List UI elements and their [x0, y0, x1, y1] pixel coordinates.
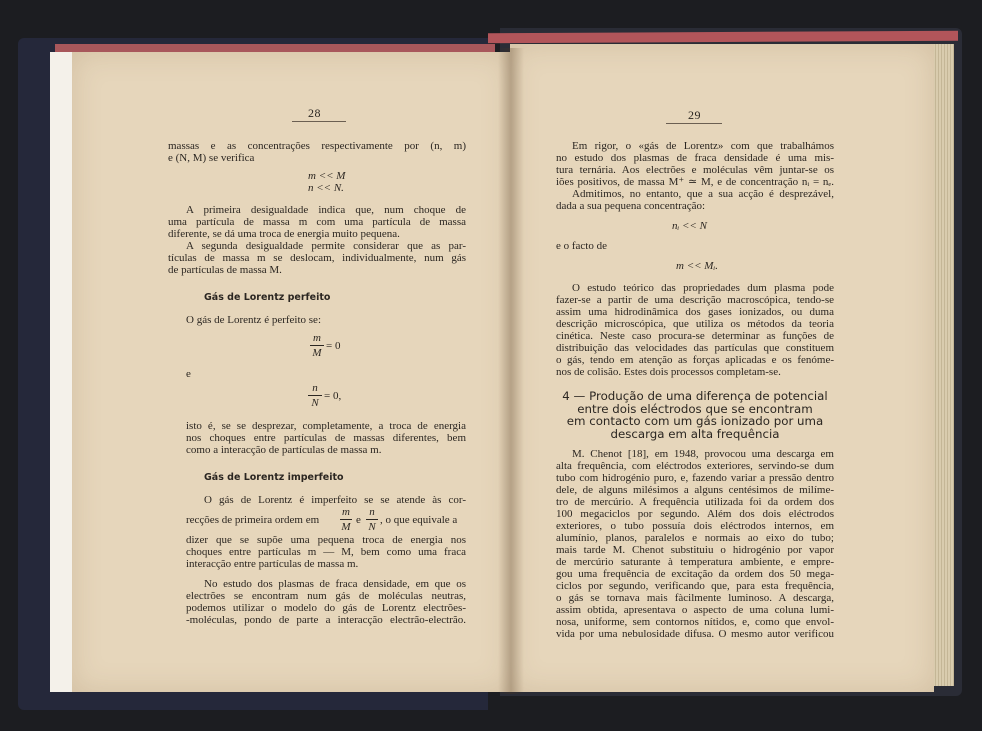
- text-line: ciclos por segundo, verificando que, para esta frequência,: [556, 580, 834, 592]
- text-line: dada a sua pequena concentração:: [556, 200, 706, 212]
- fraction-bar: [340, 519, 352, 520]
- text-line: alta frequência, com eléctrodos exteriores, servindo-se dum: [556, 460, 834, 472]
- equation: m << M: [308, 170, 346, 182]
- text-line: gou uma frequência de excitação da ordem dos 50 mega-: [556, 568, 834, 580]
- fraction: [308, 382, 322, 409]
- text-line: exteriores, o tubo possuía dois eléctrodos internos, em: [556, 520, 834, 532]
- text-line: No estudo dos plasmas de fraca densidade, em que os: [204, 578, 466, 590]
- text-line: vida por uma nebulosidade difusa. O mesmo autor verificou: [556, 628, 834, 640]
- text-line: iões positivos, de massa M⁺ ≃ M, e de concentração nᵢ = nₑ.: [556, 176, 834, 188]
- equation: nᵢ << N: [672, 220, 707, 232]
- text-line: recções de primeira ordem em: [186, 514, 320, 526]
- text-line: O estudo teórico das propriedades dum plasma pode: [572, 282, 834, 294]
- section-heading-line: descarga em alta frequência: [610, 426, 780, 441]
- text-line: fazer-se a partir de uma descrição macroscópica, tendo-se: [556, 294, 834, 306]
- text-line: A segunda desigualdade permite considerar que as par-: [186, 240, 466, 252]
- text-line: isto é, se se desprezar, completamente, a troca de energia: [186, 420, 466, 432]
- text-line: tubo com hidrogénio puro, e, fazendo variar a pressão dentro: [556, 472, 834, 484]
- fraction: [310, 332, 324, 359]
- text-line: e (N, M) se verifica: [168, 152, 255, 164]
- page-number-rule: [666, 123, 722, 124]
- fraction-denominator: M: [341, 521, 351, 533]
- fraction-numerator: n: [312, 382, 318, 394]
- text-line: o gás se tornava mais fàcilmente luminoso. A descarga,: [556, 592, 834, 604]
- text-line: diferente, se dá uma troca de energia muito pequena.: [168, 228, 400, 240]
- page-number: 28: [308, 106, 321, 120]
- text-line: assim uma hidrodinâmica dos gases ionizados, ou duma: [556, 306, 834, 318]
- text-line: interacção entre partículas de massa m.: [186, 558, 359, 570]
- flyleaf-strip: [50, 52, 74, 692]
- text-line: 100 megaciclos por segundo. Além dos dois eléctrodos: [556, 508, 834, 520]
- text-line: tículas de massa m se deslocam, individualmente, num gás: [168, 252, 466, 264]
- fraction-bar: [308, 395, 322, 396]
- text-line: de partículas de massa M.: [168, 264, 282, 276]
- text-line: nosa, uniforme, sem contornos nítidos, e, como que envol-: [556, 616, 834, 628]
- text-line: mais tarde M. Chenot substituiu o hidrogénio por vapor: [556, 544, 834, 556]
- text-line: assim obtida, apresentava o aspecto de uma coluna lumi-: [556, 604, 834, 616]
- right-page: [510, 44, 934, 692]
- section-heading-line: 4 — Produção de uma diferença de potencial: [562, 389, 828, 403]
- text-line: tro de mercúrio. A frequência utilizada foi da ordem dos: [556, 496, 834, 508]
- text-line: dizer que se supõe uma pequena troca de energia nos: [186, 534, 466, 546]
- text-line: e o facto de: [556, 240, 607, 252]
- text-line: e: [356, 514, 361, 526]
- text-line: -moléculas, pondo de parte a interacção electrão-electrão.: [186, 614, 466, 626]
- text-line: A primeira desigualdade indica que, num choque de: [186, 204, 466, 216]
- text-line: massas e as concentrações respectivamente por (n, m): [168, 140, 466, 152]
- text-line: descrição microscópica, que utiliza os métodos da teoria: [556, 318, 834, 330]
- text-line: no estudo dos plasmas de fraca densidade é uma mis-: [556, 152, 834, 164]
- section-heading-line: em contacto com um gás ionizado por uma: [566, 414, 824, 429]
- text-line: O gás de Lorentz é perfeito se:: [186, 314, 321, 326]
- section-heading: Gás de Lorentz imperfeito: [204, 472, 344, 483]
- left-page: [72, 52, 510, 692]
- fraction-numerator: m: [313, 332, 321, 344]
- text-line: , o que equivale a: [380, 514, 458, 526]
- fraction-denominator: M: [312, 347, 322, 359]
- equation: = 0: [326, 340, 341, 352]
- fraction-numerator: n: [369, 506, 375, 518]
- text-line: e: [186, 368, 191, 380]
- text-line: como a interacção de partículas de massa m.: [186, 444, 382, 456]
- text-line: de mercúrio saturante à temperatura ambiente, e empre-: [556, 556, 834, 568]
- text-line: choques entre partículas m — M, bem como uma fraca: [186, 546, 466, 558]
- text-line: o gás, tendo em atenção as forças aplicadas e os fenóme-: [556, 354, 834, 366]
- text-line: uma partícula de massa m com uma partícula de massa: [168, 216, 466, 228]
- equation: = 0,: [324, 390, 342, 402]
- fraction-bar: [366, 519, 378, 520]
- text-line: podemos utilizar o modelo do gás de Lorentz electrões-: [186, 602, 466, 614]
- text-line: nos de colisão. Estes dois processos completam-se.: [556, 366, 781, 378]
- text-line: M. Chenot [18], em 1948, provocou uma descarga em: [572, 448, 834, 460]
- equation: n << N.: [308, 182, 344, 194]
- equation: m << Mᵢ.: [676, 260, 718, 272]
- text-line: Admitimos, no entanto, que a sua acção é desprezável,: [572, 188, 834, 200]
- text-line: electrões se encontram num gás de moléculas neutras,: [186, 590, 466, 602]
- page-number-rule: [292, 121, 346, 122]
- page-edge-red-left: [55, 44, 495, 52]
- fraction: [366, 506, 378, 533]
- section-heading-line: entre dois eléctrodos que se encontram: [577, 401, 813, 416]
- fraction-denominator: N: [368, 521, 376, 533]
- page-number: 29: [688, 108, 701, 122]
- text-line: cinética. Neste caso procura-se determinar as funções de: [556, 330, 834, 342]
- text-line: tura ternária. Aos electrões e moléculas vêm juntar-se os: [556, 164, 834, 176]
- text-line: alumínio, planos, paralelos e normais ao eixo do tubo;: [556, 532, 834, 544]
- book-gutter: [498, 48, 524, 694]
- fraction-numerator: m: [342, 506, 350, 518]
- text-line: distribuição das velocidades das partículas que constituem: [556, 342, 834, 354]
- section-heading: [556, 390, 834, 440]
- text-line: dele, de alguns milésimos a alguns centésimos de milíme-: [556, 484, 834, 496]
- fraction: [340, 506, 352, 533]
- text-line: O gás de Lorentz é imperfeito se se atende às cor-: [204, 494, 466, 506]
- text-line: Em rigor, o «gás de Lorentz» com que trabalhámos: [572, 140, 834, 152]
- section-heading: Gás de Lorentz perfeito: [204, 292, 331, 303]
- fraction-bar: [310, 345, 324, 346]
- text-line: nos choques entre partículas de massas diferentes, bem: [186, 432, 466, 444]
- fraction-denominator: N: [311, 397, 319, 409]
